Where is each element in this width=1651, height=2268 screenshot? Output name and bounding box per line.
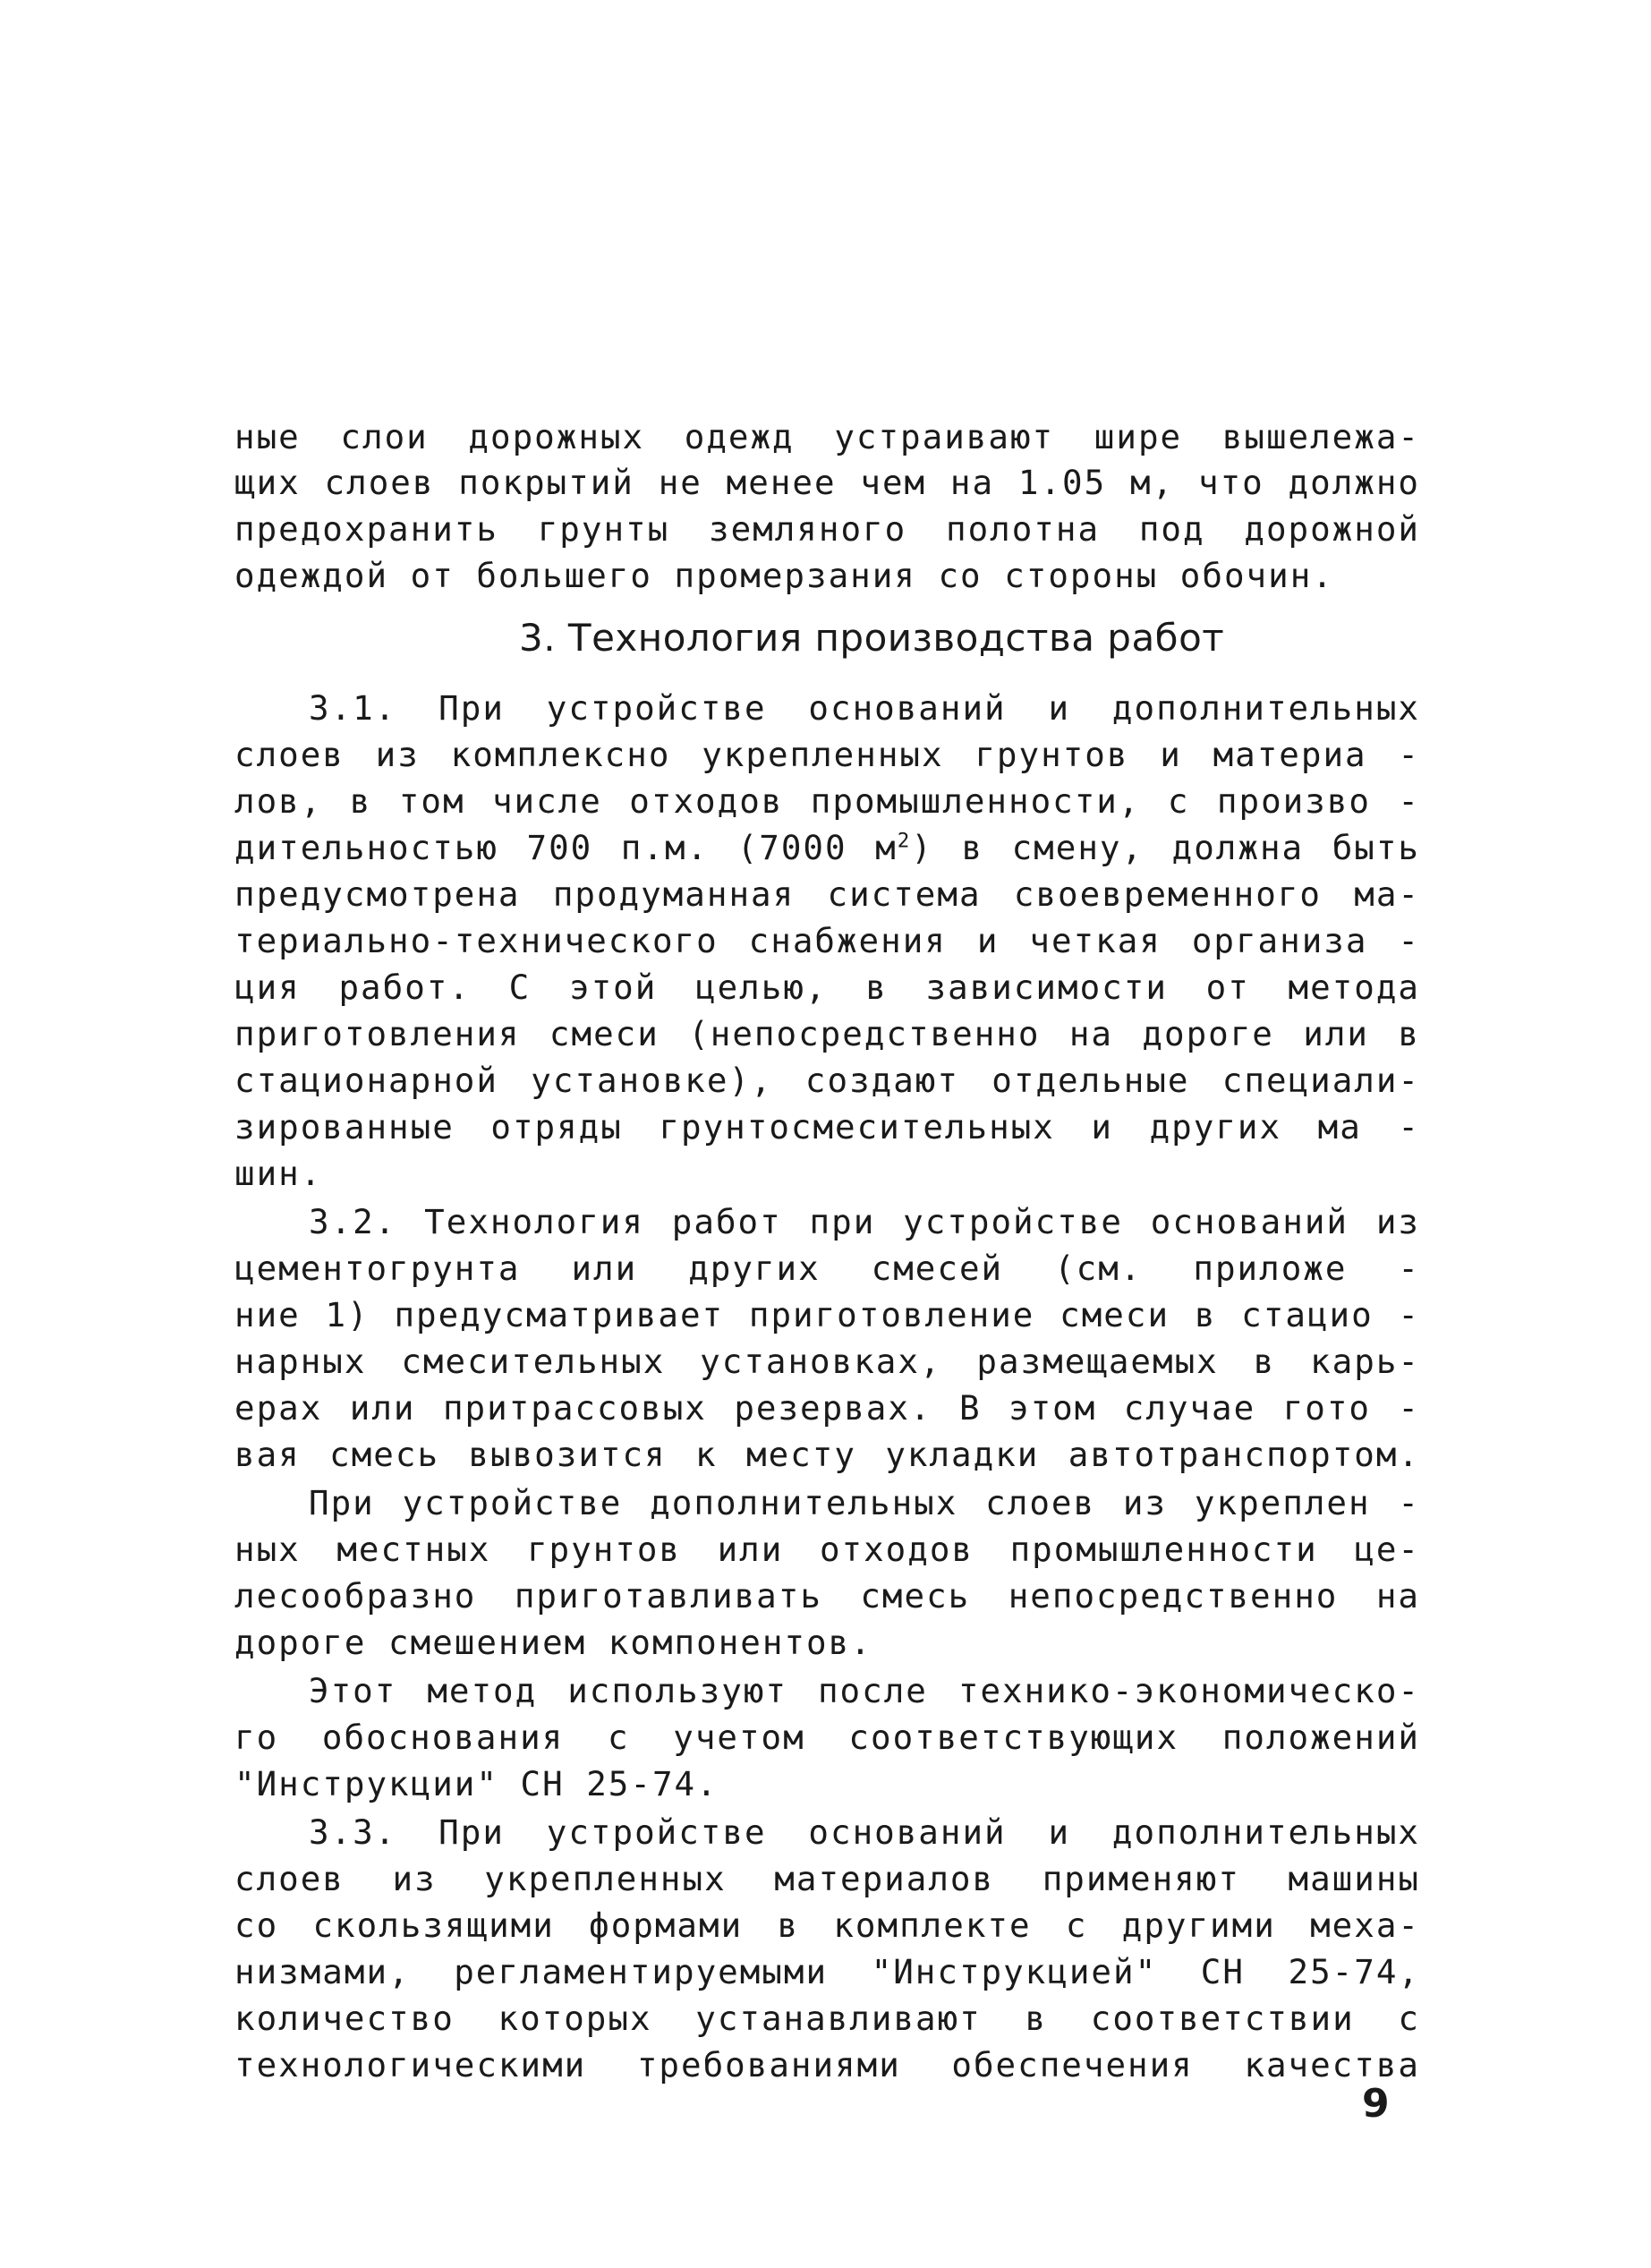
- text-line: стационарной установке), создают отдельные специали-: [234, 1061, 1420, 1100]
- text-line: технологическими требованиями обеспечения качества: [234, 2045, 1420, 2085]
- text-line: приготовления смеси (непосредственно на дороге или в: [234, 1014, 1420, 1053]
- text-line: го обоснования с учетом соответствующих положений: [234, 1718, 1420, 1757]
- text-line: лесообразно приготавливать смесь непосредственно на: [234, 1576, 1420, 1616]
- text-line: количество которых устанавливают в соответствии с: [234, 1999, 1420, 2038]
- text-line: лов, в том числе отходов промышленности, с произво -: [234, 781, 1420, 821]
- text-line: ние 1) предусматривает приготовление смеси в стацио -: [234, 1295, 1420, 1334]
- text-line: зированные отряды грунтосмесительных и других ма -: [234, 1107, 1420, 1147]
- text-line: вая смесь вывозится к месту укладки автотранспортом.: [234, 1435, 1420, 1474]
- text-line: предохранить грунты земляного полотна под дорожной: [234, 509, 1420, 549]
- text-line: щих слоев покрытий не менее чем на 1.05 м, что должно: [234, 463, 1420, 502]
- text-line: 3.3. При устройстве оснований и дополнительных: [309, 1812, 1420, 1852]
- superscript: 2: [897, 829, 912, 853]
- text-line: териально-технического снабжения и четкая организа -: [234, 921, 1420, 960]
- text-line: [234, 825, 1420, 870]
- text-span: ) в смену, должна быть: [911, 828, 1420, 867]
- text-line: шин.: [234, 1154, 323, 1193]
- text-line: со скользящими формами в комплекте с другими меха-: [234, 1906, 1420, 1945]
- text-line: 3.1. При устройстве оснований и дополнительных: [309, 688, 1420, 728]
- text-span: дительностью 700 п.м. (7000 м: [234, 828, 898, 867]
- text-line: низмами, регламентируемыми "Инструкцией" СН 25-74,: [234, 1952, 1420, 1991]
- text-line: Этот метод используют после технико-экономическо-: [309, 1671, 1420, 1710]
- text-line: одеждой от большего промерзания со стороны обочин.: [234, 556, 1334, 595]
- text-line: 3.2. Технология работ при устройстве оснований из: [309, 1202, 1420, 1241]
- text-line: слоев из укрепленных материалов применяют машины: [234, 1859, 1420, 1898]
- text-line: ерах или притрассовых резервах. В этом случае гото -: [234, 1388, 1420, 1428]
- text-line: ция работ. С этой целью, в зависимости от метода: [234, 968, 1420, 1007]
- text-line: ных местных грунтов или отходов промышленности це-: [234, 1530, 1420, 1569]
- text-line: ные слои дорожных одежд устраивают шире вышележа-: [234, 417, 1420, 456]
- text-line: "Инструкции" СН 25-74.: [234, 1764, 719, 1803]
- text-line: цементогрунта или других смесей (см. приложе -: [234, 1249, 1420, 1288]
- section-heading: 3. Технология производства работ: [519, 616, 1225, 660]
- text-line: При устройстве дополнительных слоев из укреплен -: [309, 1483, 1420, 1522]
- text-line: слоев из комплексно укрепленных грунтов и материа -: [234, 735, 1420, 774]
- text-line: нарных смесительных установках, размещаемых в карь-: [234, 1342, 1420, 1381]
- text-line: предусмотрена продуманная система своевременного ма-: [234, 874, 1420, 914]
- page-number: 9: [1362, 2081, 1390, 2127]
- text-line: дороге смешением компонентов.: [234, 1623, 872, 1662]
